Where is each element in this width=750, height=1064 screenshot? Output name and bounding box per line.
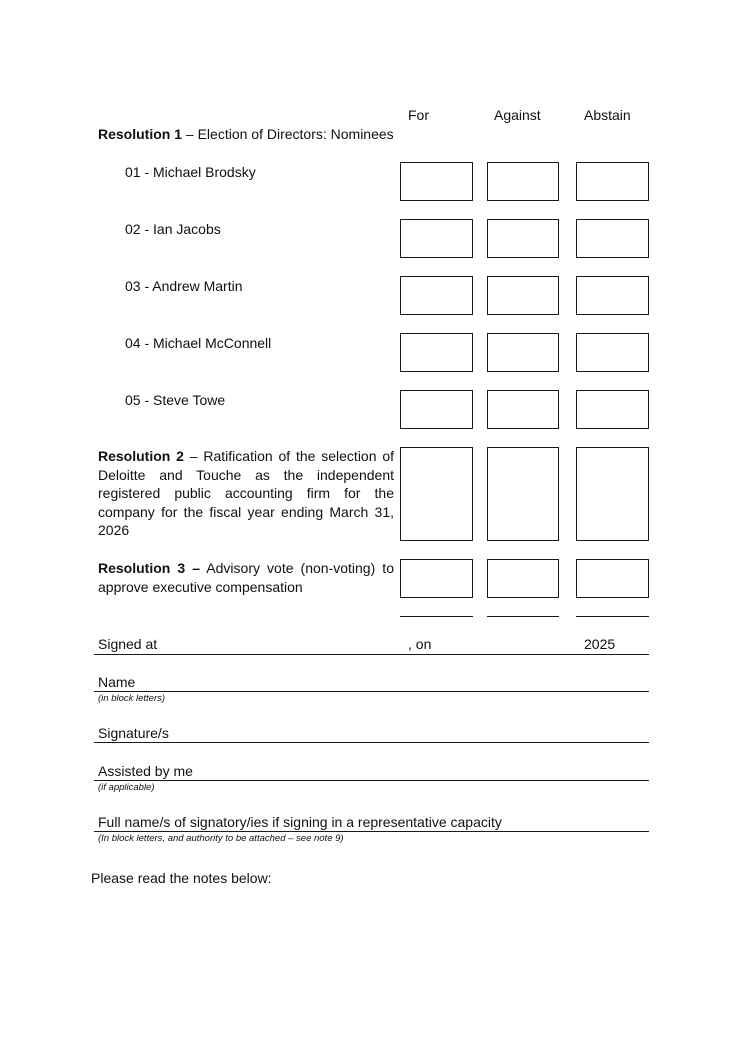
resolution-2-text (98, 447, 394, 540)
nominee-1-against-box[interactable] (487, 162, 559, 201)
fullname-hint: (In block letters, and authority to be attached – see note 9) (98, 833, 344, 844)
nominee-3-name: 03 - Andrew Martin (125, 278, 243, 294)
nominee-1-name: 01 - Michael Brodsky (125, 164, 256, 180)
nominee-4-abstain-box[interactable] (576, 333, 649, 372)
nominee-5-abstain-box[interactable] (576, 390, 649, 429)
resolution-2-description: – Ratification of the selection of Deloitte and Touche as the independent registered public accounting firm for the company for the fiscal year ending March 31, 2026 (98, 448, 394, 538)
nominee-3-against-box[interactable] (487, 276, 559, 315)
resolution-3-for-box[interactable] (400, 559, 473, 598)
notes-instruction: Please read the notes below: (91, 870, 272, 886)
resolution-2-against-box[interactable] (487, 447, 559, 541)
resolution-1-label: Resolution 1 (98, 126, 183, 142)
resolution-1-title: – Election of Directors: Nominees (182, 126, 394, 142)
nominee-2-against-box[interactable] (487, 219, 559, 258)
resolution-2-for-box[interactable] (400, 447, 473, 541)
resolution-1-heading (98, 126, 394, 142)
nominee-1-abstain-box[interactable] (576, 162, 649, 201)
nominee-2-for-box[interactable] (400, 219, 473, 258)
resolution-3-dash: – (185, 560, 201, 576)
nominee-4-name: 04 - Michael McConnell (125, 335, 272, 351)
resolution-3-abstain-box[interactable] (576, 559, 649, 598)
resolution-3-against-box[interactable] (487, 559, 559, 598)
resolution-2-label: Resolution 2 (98, 448, 184, 464)
abstain-column-divider (576, 616, 649, 617)
signed-at-field[interactable] (94, 654, 649, 655)
column-header-against: Against (494, 107, 541, 123)
assisted-field[interactable] (94, 780, 649, 781)
assisted-label: Assisted by me (98, 763, 193, 779)
fullname-label: Full name/s of signatory/ies if signing in a representative capacity (98, 814, 502, 830)
resolution-3-description: Advisory vote (non-voting) to approve executive compensation (98, 560, 394, 595)
name-field[interactable] (94, 691, 649, 692)
resolution-3-text (98, 559, 394, 596)
nominee-5-against-box[interactable] (487, 390, 559, 429)
against-column-divider (487, 616, 559, 617)
assisted-hint: (if applicable) (98, 782, 155, 793)
nominee-1-for-box[interactable] (400, 162, 473, 201)
resolution-2-abstain-box[interactable] (576, 447, 649, 541)
signed-at-label: Signed at (98, 636, 158, 652)
nominee-2-name: 02 - Ian Jacobs (125, 221, 221, 237)
signed-year: 2025 (584, 636, 616, 652)
nominee-5-for-box[interactable] (400, 390, 473, 429)
name-label: Name (98, 674, 136, 690)
signatures-label: Signature/s (98, 725, 169, 741)
nominee-4-against-box[interactable] (487, 333, 559, 372)
name-hint: (in block letters) (98, 693, 166, 704)
signed-on-label: , on (408, 636, 432, 652)
nominee-5-name: 05 - Steve Towe (125, 392, 226, 408)
nominee-3-for-box[interactable] (400, 276, 473, 315)
for-column-divider (400, 616, 473, 617)
nominee-2-abstain-box[interactable] (576, 219, 649, 258)
nominee-4-for-box[interactable] (400, 333, 473, 372)
resolution-3-label: Resolution 3 (98, 560, 186, 576)
signatures-field[interactable] (94, 742, 649, 743)
fullname-field[interactable] (94, 831, 649, 832)
nominee-3-abstain-box[interactable] (576, 276, 649, 315)
column-header-abstain: Abstain (584, 107, 631, 123)
column-header-for: For (408, 107, 429, 123)
